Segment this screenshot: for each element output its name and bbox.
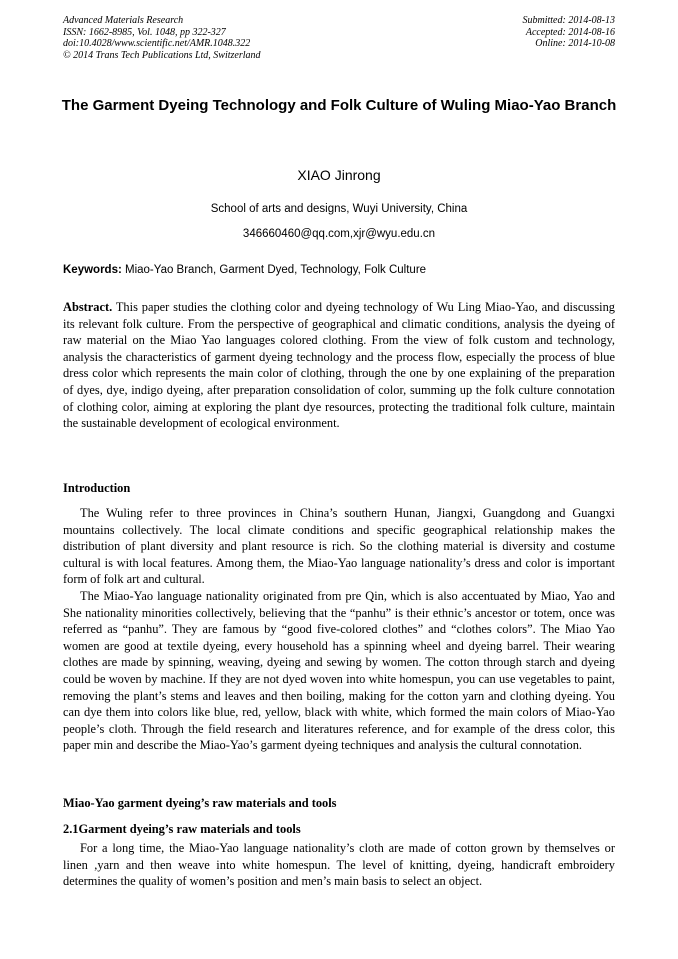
introduction-paragraph-2: The Miao-Yao language nationality originated from pre Qin, which is also accentuated by Miao, Yao and She nationality minorities collectively, believing that the “panhu” is their ethnic’s ancestor or totem, once was referred as “panhu”. They are famous by “good five-colored clothes” and “clothes colors”. The Miao Yao women are good at textile dyeing, every household has a spinning wheel and dyeing barrel. Their wearing clothes are made by spinning, weaving, dyeing and sewing by women. The cotton through starch and dyeing could be woven by machine. If they are not dyed woven into white homespun, you can use vegetables to paint, removing the plant’s stems and leaves and then boiling, making for the cotton yarn and clothing dyeing. You can dye them into colors like blue, red, yellow, black with white, which formed the main colors of Miao-Yao people’s cloth. Through the field research and literatures reference, and for example of the dress color, this paper min and describe the Miao-Yao’s garment dyeing techniques and analysis the cultural connotation. <box>63 588 615 753</box>
publication-dates <box>523 15 616 50</box>
author-name: XIAO Jinrong <box>297 167 381 183</box>
author-email: 346660460@qq.com,xjr@wyu.edu.cn <box>242 228 436 240</box>
journal-name: Advanced Materials Research <box>63 15 184 26</box>
issn-line: ISSN: 1662-8985, Vol. 1048, pp 322-327 <box>63 26 226 38</box>
keywords <box>63 264 615 276</box>
submitted-date: Submitted: 2014-08-13 <box>522 15 615 26</box>
introduction-paragraph-1: The Wuling refer to three provinces in China’s southern Hunan, Jiangxi, Guangdong and Guangxi mountains collectively. The local climate conditions and specific geographical relationship makes the distribution of plant diversity and plant resource is rich. So the clothing material is diversity and costume cultural is with local features. Among them, the Miao-Yao language nationality’s dress and color is important form of folk art and cultural. <box>63 506 615 587</box>
copyright-line: © 2014 Trans Tech Publications Ltd, Switzerland <box>63 49 261 61</box>
abstract-text: This paper studies the clothing color and dyeing technology of Wu Ling Miao-Yao, and discussing its relevant folk culture. From the perspective of geographical and climatic conditions, analysis the dyeing of raw material on the Miao Yao languages colored clothing. From the view of folk custom and technology, analysis the characteristics of garment dyeing technology and the process flow, especially the process of blue dress color which represents the main color of clothing, through the one by one explaining of the preparation of dyes, dye, indigo dyeing, after preparation consolidation of color, summing up the folk culture connotation of clothing color, aiming at exploring the plant dye resources, protecting the traditional folk culture, maintain the sustainable development of ecological environment. <box>63 300 615 431</box>
subsection-heading-2-1: 2.1Garment dyeing’s raw materials and tools <box>63 822 301 836</box>
section-2-1-paragraph-1: For a long time, the Miao-Yao language nationality’s cloth are made of cotton grown by themselves or linen ,yarn and then weave into white homespun. The level of knitting, dyeing, handicraft embroidery determines the quality of women’s position and men’s main basis to select an object. <box>63 841 615 889</box>
publication-info <box>63 15 261 61</box>
introduction-heading: Introduction <box>63 481 131 495</box>
section-heading-raw-materials: Miao-Yao garment dyeing’s raw materials and tools <box>63 796 337 810</box>
section-2-1-body <box>63 840 615 890</box>
keywords-text: Miao-Yao Branch, Garment Dyed, Technology, Folk Culture <box>125 264 427 276</box>
online-date: Online: 2014-10-08 <box>535 38 615 49</box>
abstract <box>63 299 615 432</box>
author-affiliation: School of arts and designs, Wuyi University, China <box>210 203 468 215</box>
doi-line: doi:10.4028/www.scientific.net/AMR.1048.322 <box>63 38 251 49</box>
abstract-label: Abstract. <box>63 300 113 314</box>
introduction-body <box>63 505 615 754</box>
paper-title: The Garment Dyeing Technology and Folk Culture of Wuling Miao-Yao Branch <box>61 97 617 114</box>
keywords-label: Keywords: <box>63 264 122 276</box>
accepted-date: Accepted: 2014-08-16 <box>525 26 615 38</box>
